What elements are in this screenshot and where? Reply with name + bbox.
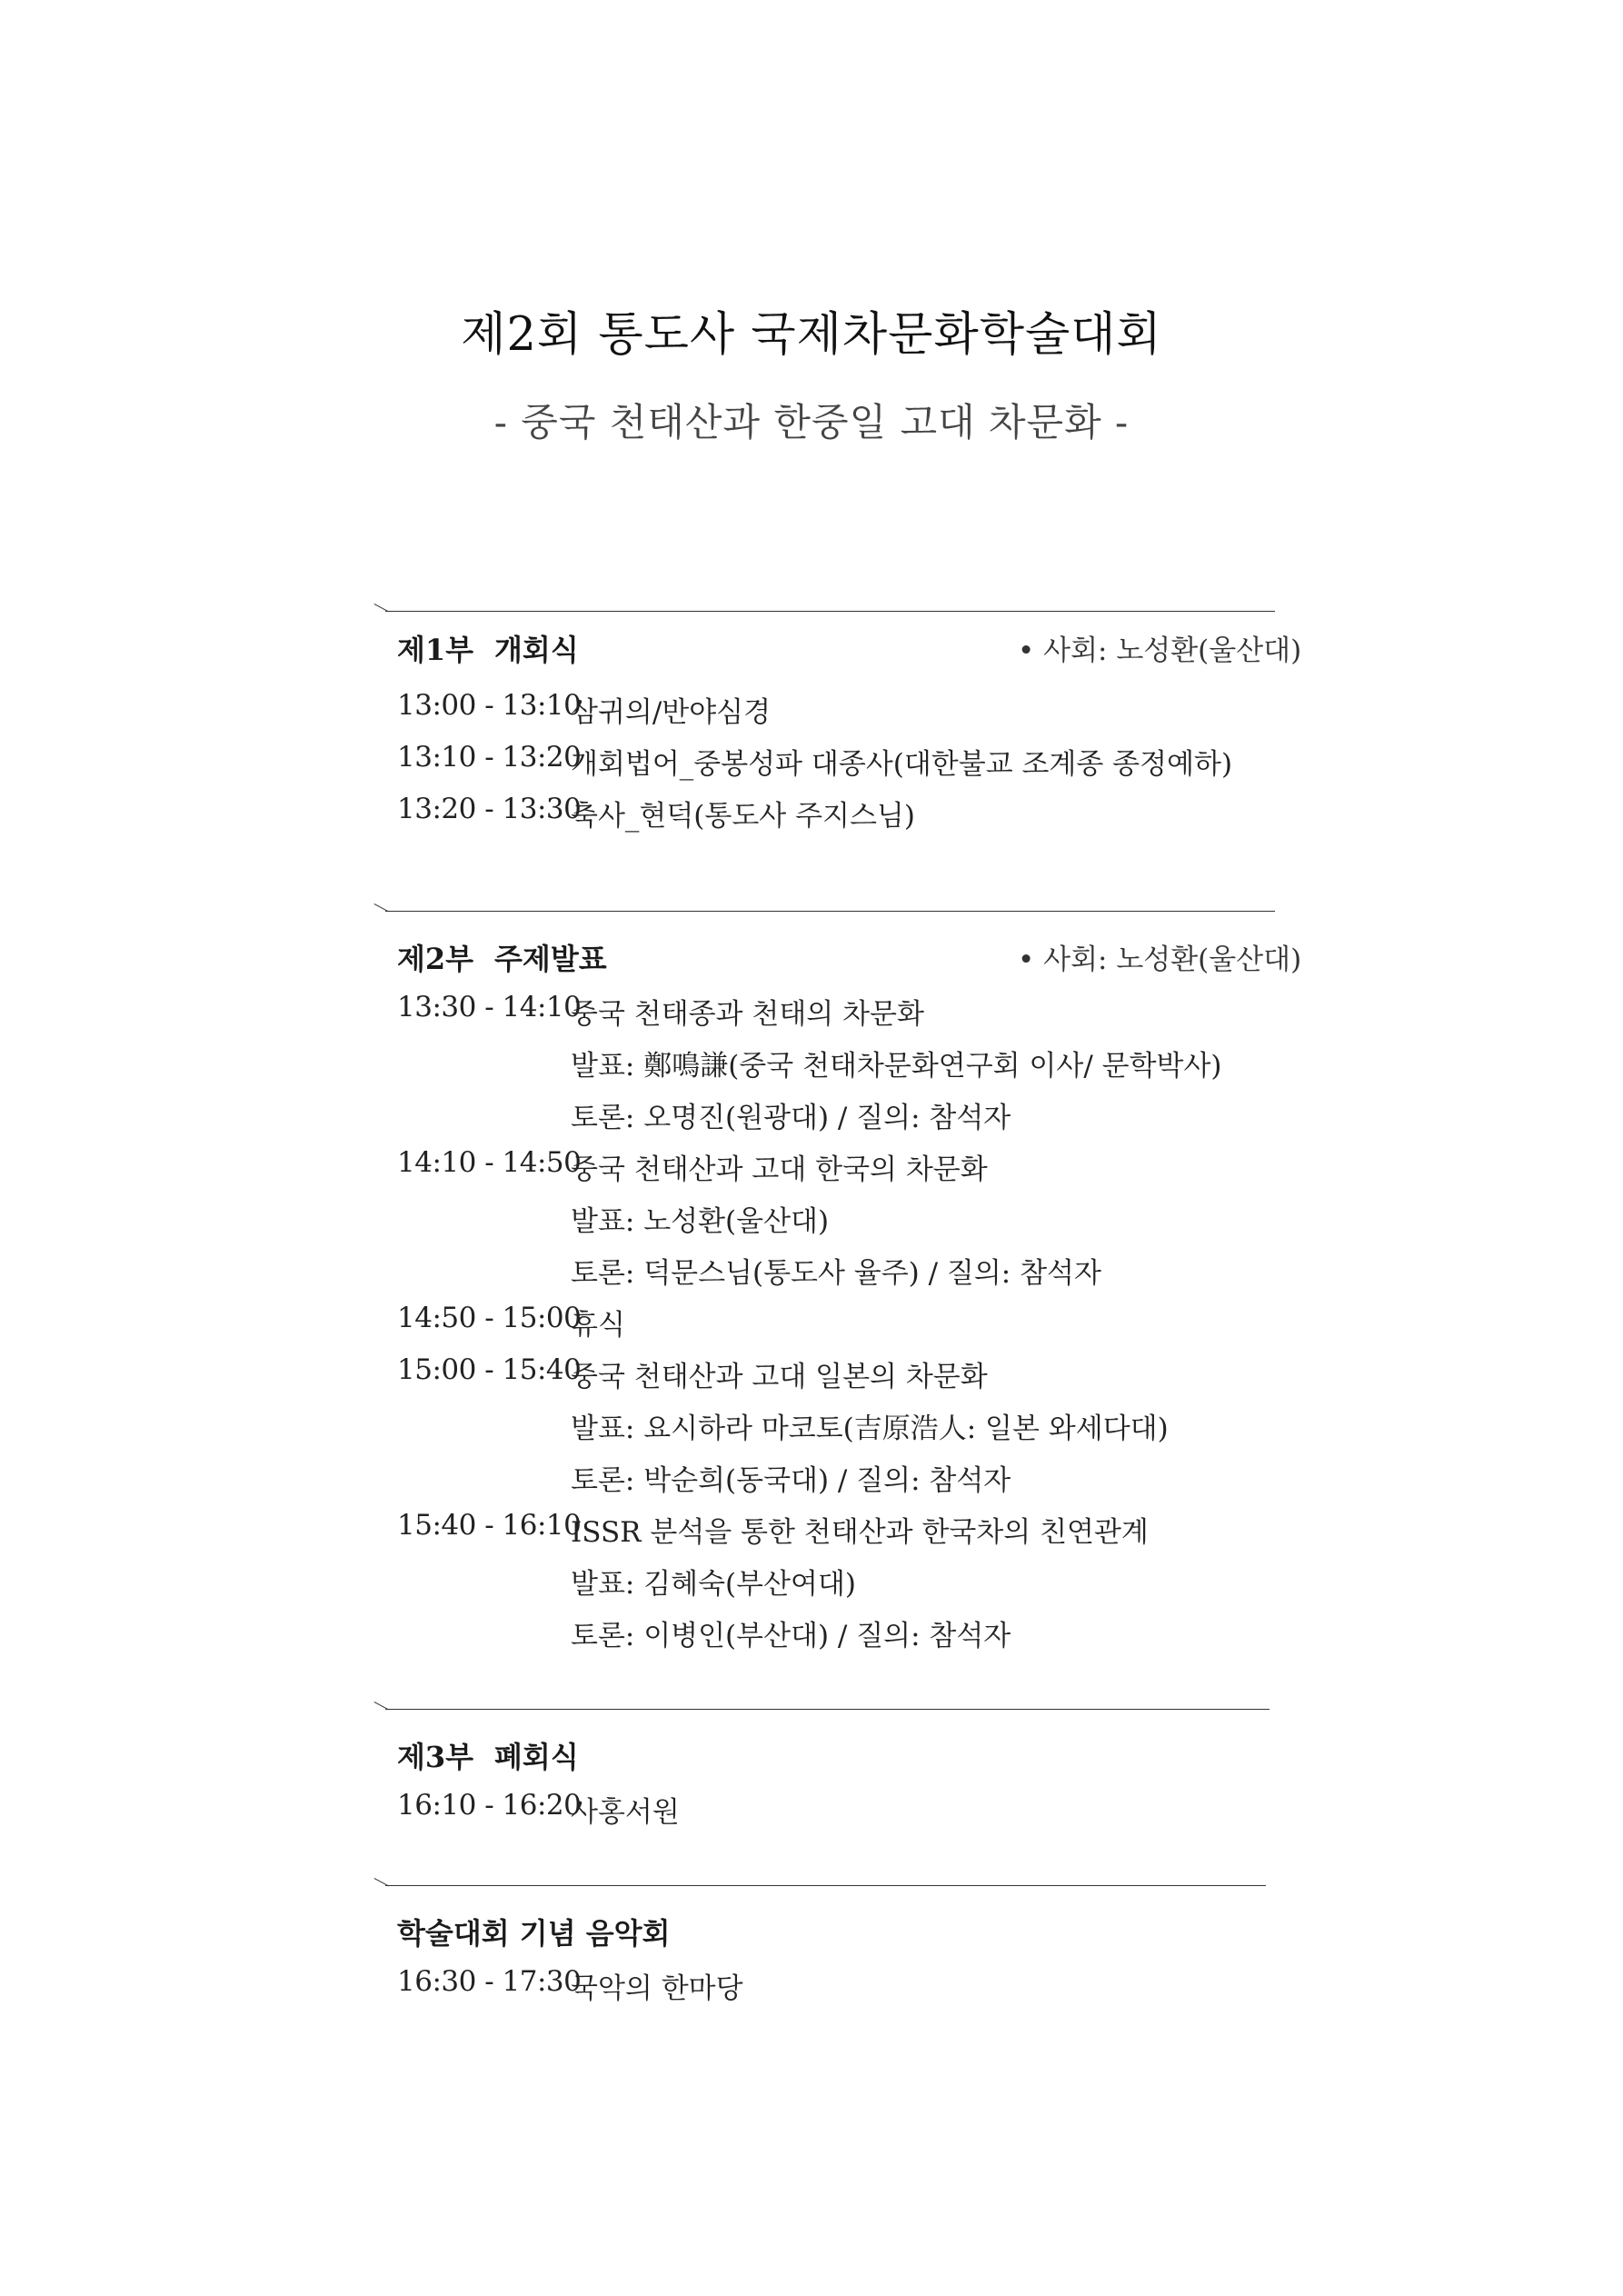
schedule-time: 16:30 - 17:30 xyxy=(397,1965,582,1998)
schedule-desc: 중국 천태종과 천태의 차문화 xyxy=(571,998,924,1031)
schedule-desc: 축사_현덕(통도사 주지스님) xyxy=(571,800,915,833)
schedule-time: 13:30 - 14:10 xyxy=(397,991,582,1023)
section-host: • 사회: 노성환(울산대) xyxy=(1018,943,1302,976)
section-host: • 사회: 노성환(울산대) xyxy=(1018,634,1302,667)
schedule-detail: 토론: 덕문스님(통도사 율주) / 질의: 참석자 xyxy=(571,1257,1101,1290)
page-title: 제2회 통도사 국제차문화학술대회 xyxy=(461,308,1162,362)
schedule-time: 14:10 - 14:50 xyxy=(397,1146,582,1179)
schedule-time: 16:10 - 16:20 xyxy=(397,1789,582,1822)
section-name: 개회식 xyxy=(494,633,579,667)
section-divider-tick xyxy=(374,903,389,912)
schedule-desc: 사홍서원 xyxy=(571,1796,680,1829)
section-divider-tick xyxy=(374,1878,389,1886)
schedule-desc: 중국 천태산과 고대 일본의 차문화 xyxy=(571,1361,988,1393)
section-divider xyxy=(385,1709,1270,1710)
schedule-desc: 삼귀의/반야심경 xyxy=(571,696,772,729)
section-divider-tick xyxy=(374,604,389,612)
schedule-detail: 토론: 박순희(동국대) / 질의: 참석자 xyxy=(571,1464,1011,1497)
section-divider xyxy=(385,611,1275,612)
schedule-desc: 중국 천태산과 고대 한국의 차문화 xyxy=(571,1153,988,1186)
section-heading xyxy=(397,936,607,978)
schedule-detail: 토론: 오명진(원광대) / 질의: 참석자 xyxy=(571,1102,1011,1134)
page-subtitle: - 중국 천태산과 한중일 고대 차문화 - xyxy=(493,400,1130,444)
section-name: 폐회식 xyxy=(494,1740,579,1774)
section-heading xyxy=(397,1911,671,1952)
schedule-detail: 발표: 노성환(울산대) xyxy=(571,1205,830,1238)
section-part-label: 제2부 xyxy=(397,942,474,976)
schedule-desc: 휴식 xyxy=(571,1309,625,1342)
schedule-detail: 발표: 김혜숙(부산여대) xyxy=(571,1568,856,1601)
schedule-time: 13:20 - 13:30 xyxy=(397,793,582,825)
section-name: 학술대회 기념 음악회 xyxy=(397,1916,671,1951)
section-heading xyxy=(397,627,579,669)
schedule-time: 15:40 - 16:10 xyxy=(397,1509,582,1542)
section-divider-tick xyxy=(374,1702,389,1710)
schedule-time: 13:00 - 13:10 xyxy=(397,689,582,722)
section-divider xyxy=(385,1885,1266,1886)
schedule-detail: 발표: 鄭鳴謙(중국 천태차문화연구회 이사/ 문학박사) xyxy=(571,1050,1222,1083)
section-part-label: 제1부 xyxy=(397,633,474,667)
schedule-detail: 토론: 이병인(부산대) / 질의: 참석자 xyxy=(571,1620,1011,1652)
schedule-time: 14:50 - 15:00 xyxy=(397,1302,582,1334)
section-part-label: 제3부 xyxy=(397,1740,474,1774)
schedule-time: 13:10 - 13:20 xyxy=(397,741,582,774)
schedule-detail: 발표: 요시하라 마코토(吉原浩人: 일본 와세다대) xyxy=(571,1413,1169,1445)
schedule-desc: 국악의 한마당 xyxy=(571,1972,743,2005)
schedule-desc: ISSR 분석을 통한 천태산과 한국차의 친연관계 xyxy=(571,1516,1149,1549)
schedule-desc: 개회법어_중봉성파 대종사(대한불교 조계종 종정예하) xyxy=(571,748,1233,781)
section-heading xyxy=(397,1734,579,1776)
section-name: 주제발표 xyxy=(494,942,607,976)
schedule-time: 15:00 - 15:40 xyxy=(397,1353,582,1386)
section-divider xyxy=(385,911,1275,912)
